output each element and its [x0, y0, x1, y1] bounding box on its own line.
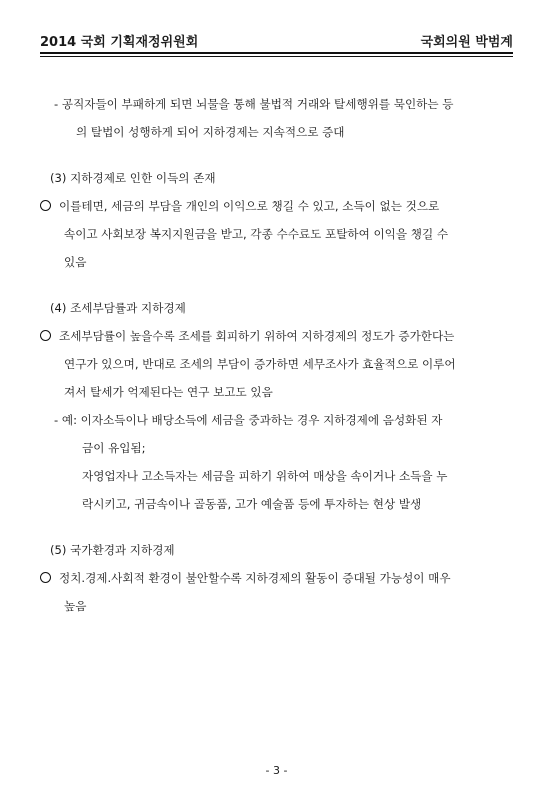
- section-5-text-1: 정치.경제.사회적 환경이 불안할수록 지하경제의 활동이 증대될 가능성이 매우: [59, 571, 451, 585]
- section-3-text-2: 속이고 사회보장 복지지원금을 받고, 각종 수수료도 포탈하여 이익을 챙길 수: [64, 227, 449, 241]
- section-4-text-1: 조세부담률이 높을수록 조세를 회피하기 위하여 지하경제의 정도가 증가한다는: [59, 329, 455, 343]
- section-4-example-4: 락시키고, 귀금속이나 골동품, 고가 예술품 등에 투자하는 현상 발생: [82, 497, 422, 511]
- document-body: [40, 90, 513, 620]
- intro-line-2: 의 탈법이 성행하게 되어 지하경제는 지속적으로 증대: [76, 125, 345, 139]
- section-4-example-2: 금이 유입됨;: [82, 441, 146, 455]
- section-4-example-1: - 예: 이자소득이나 배당소득에 세금을 중과하는 경우 지하경제에 음성화된 자: [54, 413, 443, 427]
- section-5-bullet: [40, 564, 513, 592]
- section-5-text-2: 높음: [64, 599, 87, 613]
- header-committee-title: 2014 국회 기획재정위원회: [40, 35, 199, 50]
- section-4-title: (4) 조세부담률과 지하경제: [50, 301, 186, 315]
- section-3-text-1: 이를테면, 세금의 부담을 개인의 이익으로 챙길 수 있고, 소득이 없는 것으로: [59, 199, 440, 213]
- section-3-text-3: 있음: [64, 255, 87, 269]
- header-rule-thick: [40, 52, 513, 54]
- section-4-example-3: 자영업자나 고소득자는 세금을 피하기 위하여 매상을 속이거나 소득을 누: [82, 469, 448, 483]
- section-3-bullet: [40, 192, 513, 220]
- circle-bullet-icon: [40, 200, 51, 211]
- page-number: - 3 -: [265, 764, 288, 777]
- section-3-title: (3) 지하경제로 인한 이득의 존재: [50, 171, 216, 185]
- circle-bullet-icon: [40, 330, 51, 341]
- circle-bullet-icon: [40, 572, 51, 583]
- section-4-bullet: [40, 322, 513, 350]
- intro-line-1: - 공직자들이 부패하게 되면 뇌물을 통해 불법적 거래와 탈세행위를 묵인하는 등: [54, 97, 454, 111]
- section-5-title: (5) 국가환경과 지하경제: [50, 543, 175, 557]
- section-4-text-2: 연구가 있으며, 반대로 조세의 부담이 증가하면 세무조사가 효율적으로 이루어: [64, 357, 456, 371]
- header-author: 국회의원 박범계: [420, 35, 513, 50]
- section-4-text-3: 져서 탈세가 억제된다는 연구 보고도 있음: [64, 385, 273, 399]
- page-header: [40, 26, 513, 50]
- header-rule-thin: [40, 56, 513, 57]
